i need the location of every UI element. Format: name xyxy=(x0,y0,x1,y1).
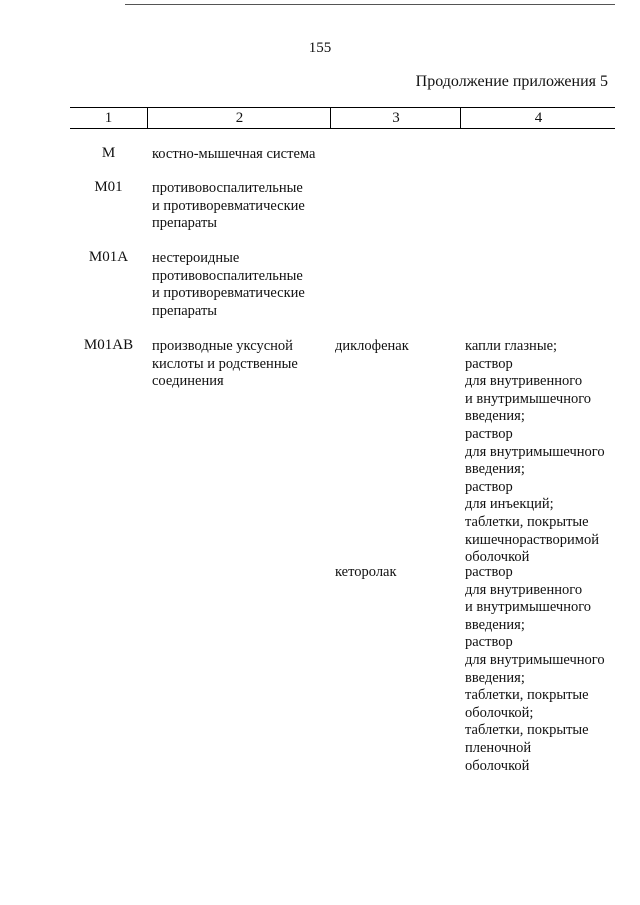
drug-name-diclofenac: диклофенак xyxy=(335,338,409,354)
row-name-m: костно-мышечная система xyxy=(152,146,316,162)
dosage-forms-ketorolac: раствор для внутривенного и внутримышечного введения; раствор для внутримышечного введения; таблетки, покрытые оболочкой; таблетки, покрытые пленочной оболочкой xyxy=(465,564,605,774)
row-name-m01a: нестероидные противовоспалительные и противоревматические препараты xyxy=(152,250,305,319)
top-rule xyxy=(125,4,615,5)
row-code-m: M xyxy=(101,145,116,161)
page-number: 155 xyxy=(308,40,332,56)
row-code-m01: M01 xyxy=(94,179,123,195)
continuation-title: Продолжение приложения 5 xyxy=(415,73,608,90)
table-header xyxy=(70,107,615,129)
dosage-forms-diclofenac: капли глазные; раствор для внутривенного и внутримышечного введения; раствор для внутримышечного введения; раствор для инъекций; таблетки, покрытые кишечнорастворимой оболочкой xyxy=(465,338,605,566)
row-code-m01a: M01A xyxy=(88,249,129,265)
row-code-m01ab: M01AB xyxy=(83,337,134,353)
drug-name-ketorolac: кеторолак xyxy=(335,564,397,580)
column-header-1: 1 xyxy=(104,110,113,126)
row-name-m01ab: производные уксусной кислоты и родственные соединения xyxy=(152,338,298,390)
row-name-m01: противовоспалительные и противоревматические препараты xyxy=(152,180,305,232)
column-header-2: 2 xyxy=(147,108,331,128)
column-header-3: 3 xyxy=(330,108,461,128)
column-header-4: 4 xyxy=(460,108,616,128)
